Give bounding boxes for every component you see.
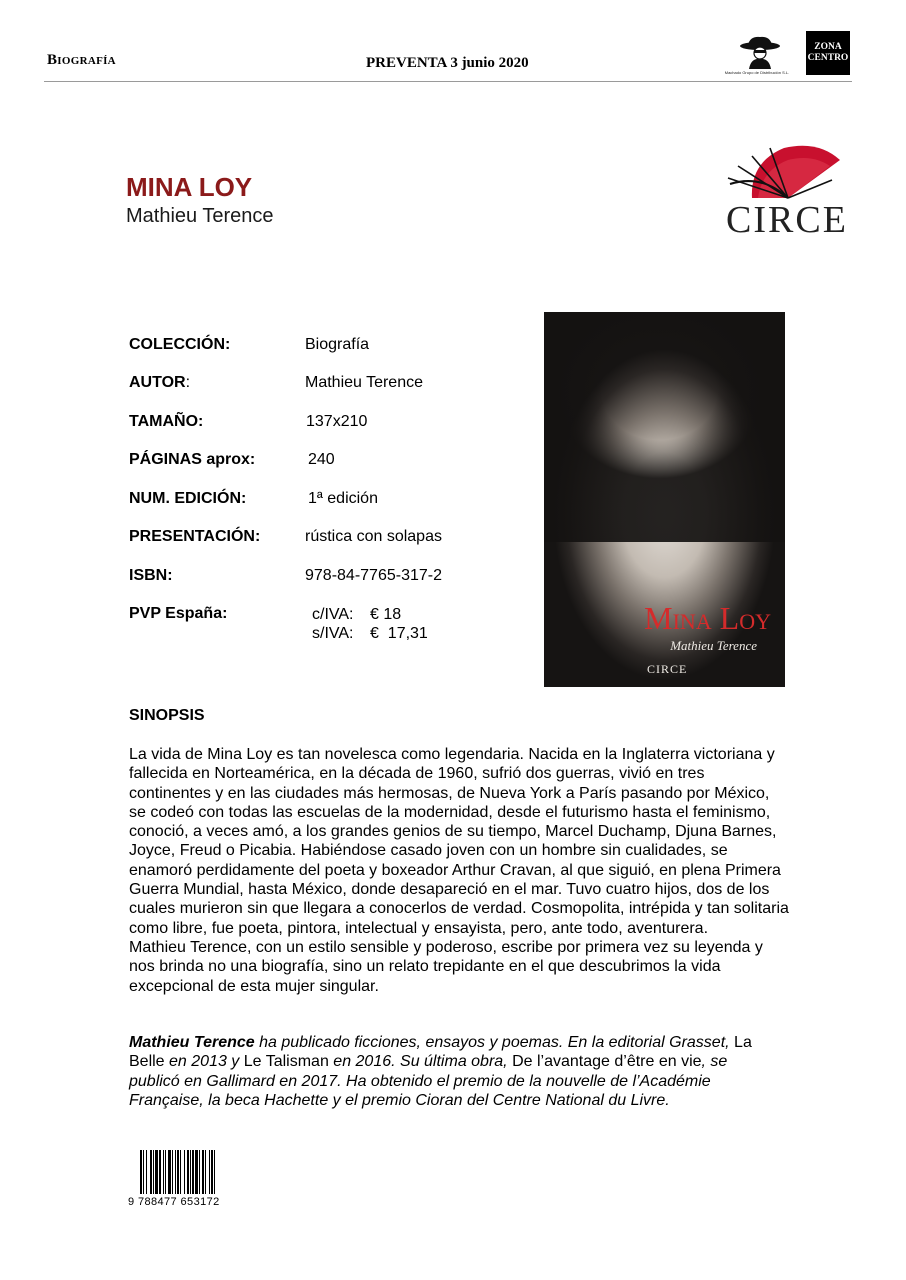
barcode-bar — [175, 1150, 176, 1194]
fan-icon — [722, 140, 852, 202]
distributor-logo — [724, 36, 790, 80]
price-without-vat-label: s/IVA: — [312, 625, 354, 642]
author-bio — [129, 1033, 769, 1110]
barcode-bar — [143, 1150, 144, 1194]
barcode-bar — [211, 1150, 213, 1194]
bio-author-name: Mathieu Terence — [129, 1034, 255, 1051]
cover-title: Mina Loy — [644, 600, 771, 636]
bio-text-2: en 2013 y — [164, 1053, 244, 1071]
barcode-bar — [168, 1150, 171, 1194]
circe-logo — [722, 140, 852, 240]
bio-text-4: , se publicó en Gallimard en 2017. Ha obtenido el premio de la nouvelle de l’Académie Française, la beca Hachette y el premio Cioran del Centre National du Livre. — [129, 1053, 728, 1109]
cover-author: Mathieu Terence — [670, 638, 757, 653]
barcode-bar — [155, 1150, 158, 1194]
bio-text-1: ha publicado ficciones, ensayos y poemas. En la editorial Grasset, — [254, 1034, 735, 1051]
barcode-bars-icon — [128, 1150, 253, 1196]
barcode-bar — [150, 1150, 152, 1194]
bio-text-3: en 2016. Su última obra, — [328, 1053, 513, 1071]
barcode-bar — [195, 1150, 198, 1194]
barcode-bar — [146, 1150, 147, 1194]
value-isbn: 978-84-7765-317-2 — [305, 567, 442, 584]
cover-publisher: CIRCE — [647, 662, 688, 676]
header-divider — [44, 81, 852, 82]
barcode-bar — [187, 1150, 189, 1194]
barcode-bar — [165, 1150, 166, 1194]
price-with-vat-row — [312, 605, 428, 624]
barcode-bar — [140, 1150, 142, 1194]
bio-work-3: De l’avantage d’être en vie — [512, 1053, 702, 1071]
barcode-digits: 9 788477 653172 — [128, 1196, 220, 1208]
isbn-barcode — [128, 1150, 253, 1212]
barcode-bar — [190, 1150, 191, 1194]
label-presentacion: PRESENTACIÓN: — [129, 528, 261, 545]
value-paginas: 240 — [308, 451, 335, 468]
label-coleccion: COLECCIÓN: — [129, 336, 231, 353]
barcode-bar — [177, 1150, 179, 1194]
zona-line1: ZONA — [814, 42, 842, 52]
circe-logo-word: CIRCE — [726, 199, 848, 241]
price-block — [312, 605, 428, 643]
barcode-bar — [192, 1150, 194, 1194]
barcode-bar — [202, 1150, 204, 1194]
barcode-bar — [159, 1150, 161, 1194]
label-isbn: ISBN: — [129, 567, 173, 584]
hat-man-icon — [724, 36, 790, 70]
barcode-bar — [214, 1150, 215, 1194]
book-title: MINA LOY — [126, 172, 253, 202]
value-tamano: 137x210 — [306, 413, 368, 430]
barcode-bar — [163, 1150, 164, 1194]
synopsis-heading: SINOPSIS — [129, 707, 205, 724]
label-pvp: PVP España: — [129, 605, 228, 622]
header-category: Biografía — [47, 52, 116, 68]
label-tamano: TAMAÑO: — [129, 413, 204, 430]
price-with-vat: € 18 — [370, 606, 402, 623]
label-autor-colon: : — [185, 374, 191, 391]
barcode-bar — [153, 1150, 154, 1194]
value-edicion: 1ª edición — [308, 490, 378, 507]
value-coleccion: Biografía — [305, 336, 370, 353]
barcode-bar — [172, 1150, 173, 1194]
value-presentacion: rústica con solapas — [305, 528, 442, 545]
synopsis-paragraph-1: La vida de Mina Loy es tan novelesca como legendaria. Nacida en la Inglaterra victoriana y fallecida en Norteamérica, en la década de 1960, sufrió dos guerras, vivió en tres continentes y en las ciudades más hermosas, de Nueva York a París pasando por México, se codeó con todas las escuelas de la modernidad, desde el futurismo hasta el feminismo, conoció, a veces amó, a los grandes genios de su tiempo, Marcel Duchamp, Djuna Barnes, Joyce, Freud o Picabia. Habiéndose casado joven con un hombre sin cualidades, se enamoró perdidamente del poeta y boxeador Arthur Cravan, al que siguió, en plena Primera Guerra Mundial, hasta México, donde desapareció en el mar. Tuvo cuatro hijos, dos de los cuales murieron sin que llegara a conocerlos de verdad. Cosmopolita, intrépida y tan solitaria como libre, fue poeta, pintora, intelectual y ensayista, pero, ante todo, aventurera. — [129, 746, 789, 937]
header-presale-date: PREVENTA 3 junio 2020 — [366, 55, 529, 71]
price-without-vat-row — [312, 624, 428, 643]
bio-work-1: La Belle — [129, 1034, 752, 1071]
barcode-bar — [180, 1150, 181, 1194]
barcode-bar — [184, 1150, 185, 1194]
label-edicion: NUM. EDICIÓN: — [129, 490, 247, 507]
synopsis-text — [129, 745, 789, 996]
distributor-caption: Machado Grupo de Distribución S.L. — [724, 70, 790, 75]
label-autor-text: AUTOR — [129, 374, 186, 391]
price-with-vat-label: c/IVA: — [312, 606, 354, 623]
cover-portrait-shading — [544, 312, 785, 542]
price-without-vat: € 17,31 — [370, 625, 428, 642]
label-autor — [129, 374, 190, 392]
label-paginas: PÁGINAS aprox: — [129, 451, 256, 468]
zona-centro-logo — [806, 31, 850, 75]
barcode-bar — [209, 1150, 210, 1194]
barcode-bar — [199, 1150, 200, 1194]
bio-work-2: Le Talisman — [243, 1053, 329, 1071]
barcode-bar — [205, 1150, 206, 1194]
book-author: Mathieu Terence — [126, 205, 274, 227]
zona-line2: CENTRO — [807, 53, 849, 63]
value-autor: Mathieu Terence — [305, 374, 423, 391]
synopsis-paragraph-2: Mathieu Terence, con un estilo sensible y poderoso, escribe por primera vez su leyenda y nos brinda no una biografía, sino un relato trepidante en el que descubrimos la vida excepcional de esta mujer singular. — [129, 938, 763, 995]
book-cover-image — [544, 312, 785, 687]
